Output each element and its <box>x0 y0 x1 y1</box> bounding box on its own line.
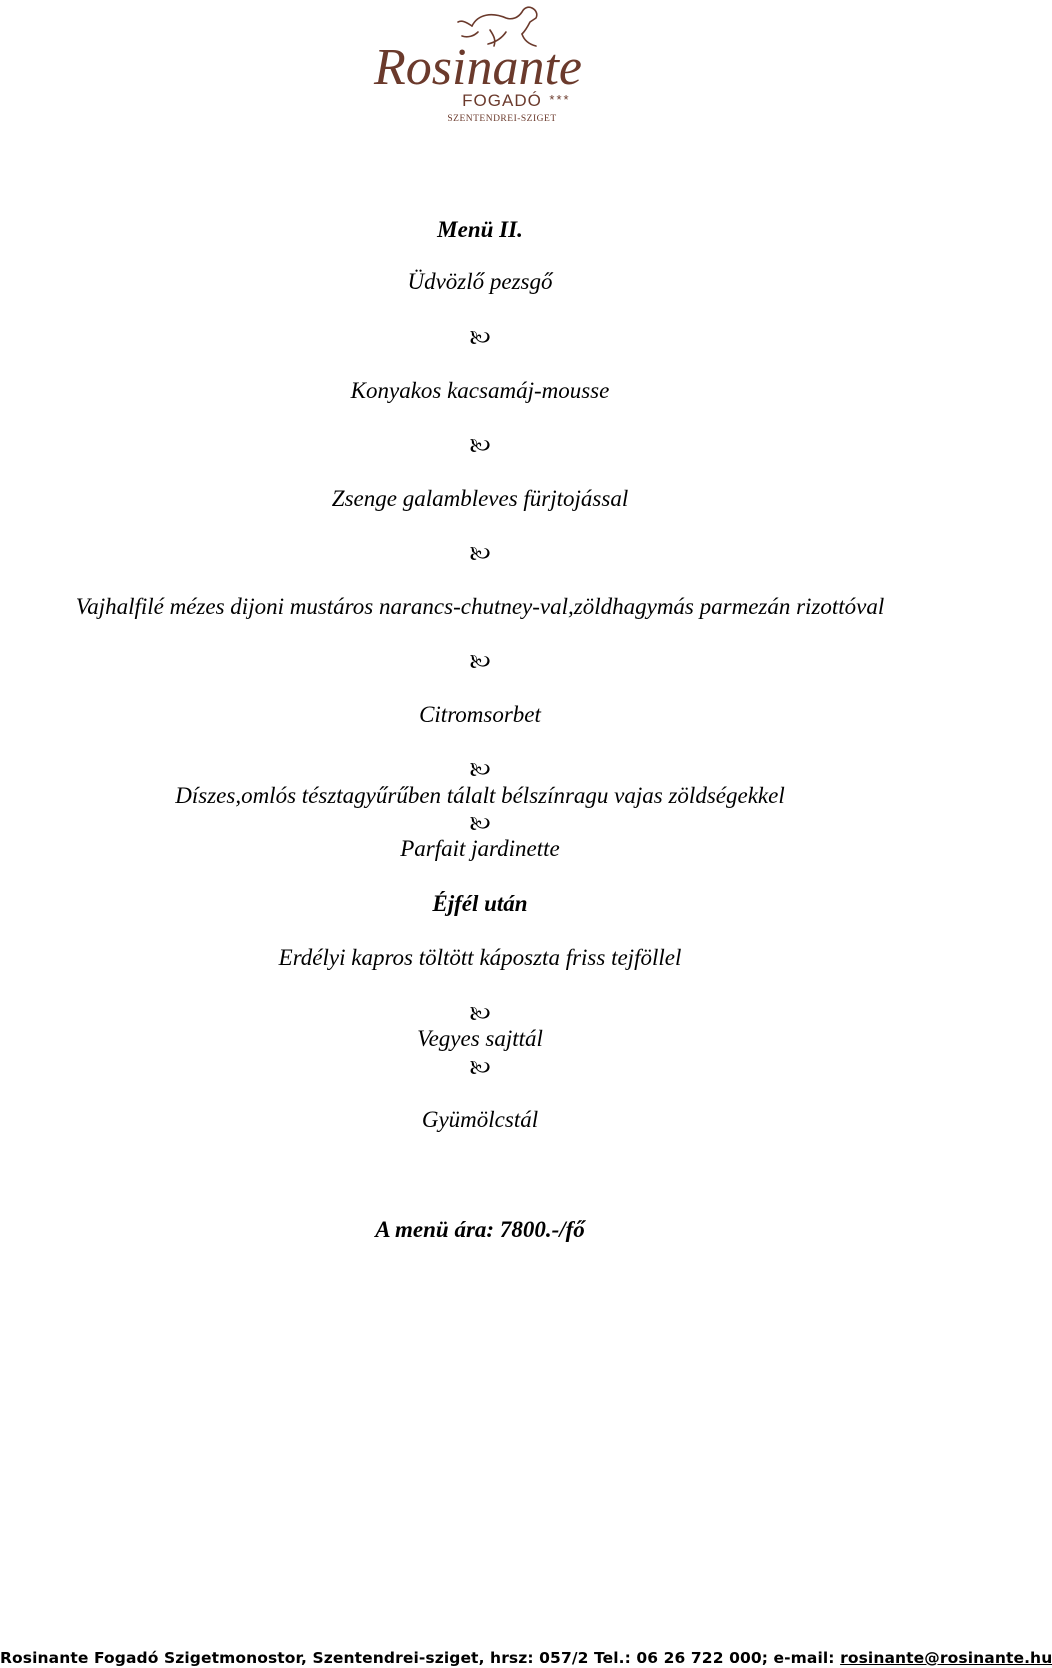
footer-contact <box>0 1648 1052 1668</box>
logo-subtitle: FOGADÓ <box>462 91 542 110</box>
ornament-icon: 🙠 <box>469 649 491 674</box>
menu-item-sorbet: Citromsorbet <box>419 702 541 727</box>
menu-item-dessert: Parfait jardinette <box>400 836 560 861</box>
menu-title: Menü II. <box>437 217 523 242</box>
footer-text: Rosinante Fogadó Szigetmonostor, Szentendrei-sziget, hrsz: 057/2 Tel.: 06 26 722 000; e-mail: <box>0 1649 841 1667</box>
midnight-item-fruit: Gyümölcstál <box>421 1107 539 1132</box>
footer-email-link[interactable]: rosinante@rosinante.hu <box>840 1649 1052 1667</box>
midnight-item-cabbage: Erdélyi kapros töltött káposzta friss tejföllel <box>278 945 682 970</box>
menu-item-mousse: Konyakos kacsamáj-mousse <box>350 378 610 403</box>
menu-item-soup: Zsenge galambleves fürjtojással <box>331 486 629 511</box>
logo-name: Rosinante <box>374 39 582 96</box>
ornament-icon: 🙠 <box>469 325 491 350</box>
logo-stars: *** <box>549 92 571 107</box>
menu-item-welcome: Üdvözlő pezsgő <box>407 269 553 294</box>
midnight-item-cheese: Vegyes sajttál <box>417 1026 543 1051</box>
logo-location: SZENTENDREI-SZIGET <box>447 114 557 124</box>
ornament-icon: 🙠 <box>469 1001 491 1026</box>
ornament-icon: 🙠 <box>469 757 491 782</box>
menu-item-fish: Vajhalfilé mézes dijoni mustáros narancs-chutney-val,zöldhagymás parmezán rizottóval <box>75 594 885 619</box>
ornament-icon: 🙠 <box>469 811 491 836</box>
ornament-icon: 🙠 <box>469 541 491 566</box>
rosinante-logo <box>360 0 600 130</box>
ornament-icon: 🙠 <box>469 1055 491 1080</box>
menu-item-main: Díszes,omlós tésztagyűrűben tálalt bélszínragu vajas zöldségekkel <box>175 783 785 808</box>
ornament-icon: 🙠 <box>469 433 491 458</box>
menu-price: A menü ára: 7800.-/fő <box>375 1217 585 1242</box>
midnight-heading: Éjfél után <box>432 891 528 916</box>
